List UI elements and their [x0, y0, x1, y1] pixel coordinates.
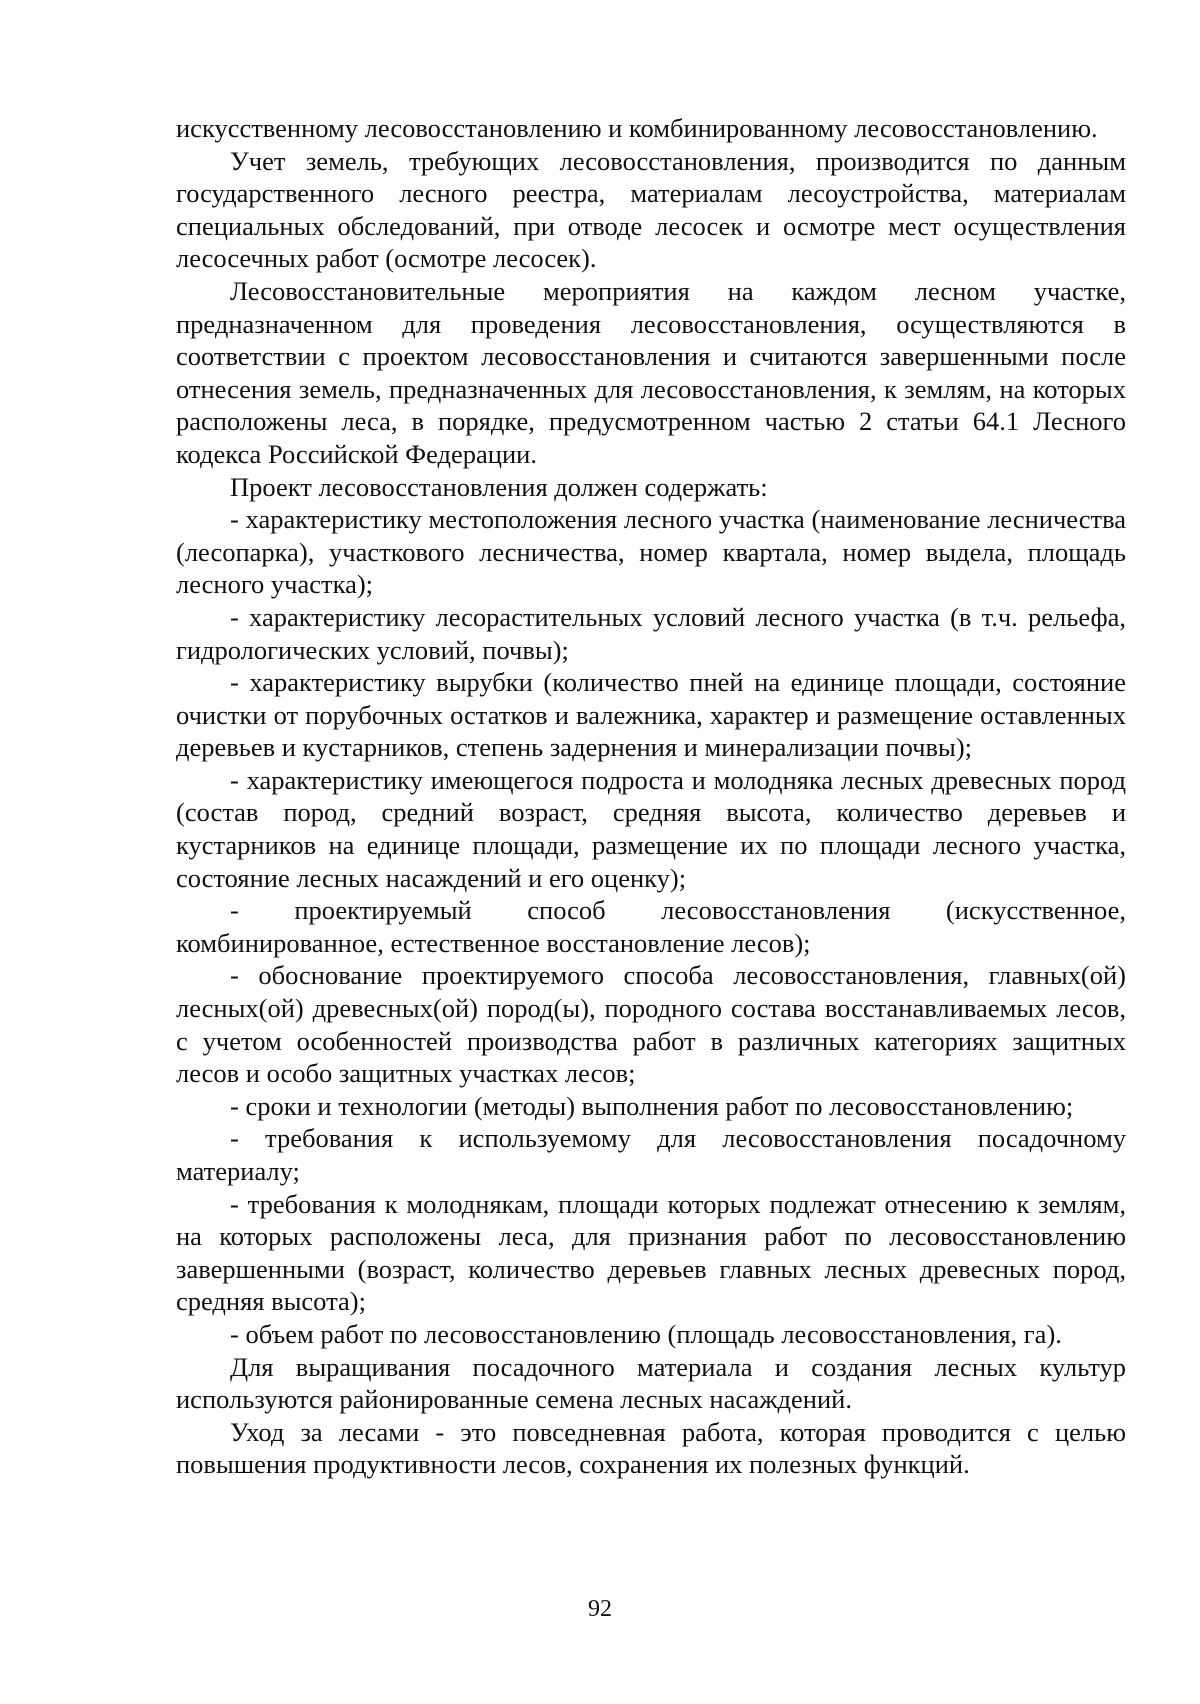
- list-item-timing: - сроки и технологии (методы) выполнения работ по лесовосстановлению;: [230, 1090, 1074, 1121]
- page-number: 92: [588, 1596, 612, 1622]
- list-item-work-volume: - объем работ по лесовосстановлению (площадь лесовосстановления, га).: [230, 1318, 1062, 1349]
- list-item-undergrowth: - характеристику имеющегося подроста и молодняка лесных древесных пород (состав пород, средний возраст, средняя высота, количество деревьев и кустарников на единице площади, размещение их по площади лесного участка, состояние лесных насаждений и его оценку);: [176, 764, 1126, 893]
- paragraph-forest-care: Уход за лесами - это повседневная работа, которая проводится с целью повышения продуктивности лесов, сохранения их полезных функций.: [176, 1416, 1126, 1480]
- paragraph-land-accounting: Учет земель, требующих лесовосстановления, производится по данным государственного лесного реестра, материалам лесоустройства, материалам специальных обследований, при отводе лесосек и осмотре мест осуществления лесосечных работ (осмотре лесосек).: [176, 145, 1126, 274]
- paragraph-continuation: искусственному лесовосстановлению и комбинированному лесовосстановлению.: [176, 113, 1098, 143]
- list-item-justification: - обоснование проектируемого способа лесовосстановления, главных(ой) лесных(ой) древесных(ой) пород(ы), породного состава восстанавливаемых лесов, с учетом особенностей производства работ в различных категориях защитных лесов и особо защитных участках лесов;: [176, 960, 1126, 1089]
- paragraph-reforestation-measures: Лесовосстановительные мероприятия на каждом лесном участке, предназначенном для проведения лесовосстановления, осуществляются в соответствии с проектом лесовосстановления и считаются завершенными после отнесения земель, предназначенных для лесовосстановления, к землям, на которых расположены леса, в порядке, предусмотренном частью 2 статьи 64.1 Лесного кодекса Российской Федерации.: [176, 275, 1126, 469]
- paragraph-project-contents-intro: Проект лесовосстановления должен содержать:: [230, 471, 768, 502]
- list-item-growing-conditions: - характеристику лесорастительных условий лесного участка (в т.ч. рельефа, гидрологических условий, почвы);: [176, 601, 1126, 665]
- list-item-site-location: - характеристику местоположения лесного участка (наименование лесничества (лесопарка), участкового лесничества, номер квартала, номер выдела, площадь лесного участка);: [176, 504, 1126, 600]
- list-item-method: - проектируемый способ лесовосстановления (искусственное, комбинированное, естественное восстановление лесов);: [176, 895, 1126, 958]
- paragraph-seeds: Для выращивания посадочного материала и создания лесных культур используются районированные семена лесных насаждений.: [176, 1351, 1126, 1415]
- list-item-clearing: - характеристику вырубки (количество пней на единице площади, состояние очистки от порубочных остатков и валежника, характер и размещение оставленных деревьев и кустарников, степень задернения и минерализации почвы);: [176, 667, 1126, 763]
- list-item-young-stands: - требования к молоднякам, площади которых подлежат отнесению к землям, на которых расположены леса, для признания работ по лесовосстановлению завершенными (возраст, количество деревьев главных лесных древесных пород, средняя высота);: [176, 1188, 1126, 1317]
- document-body: [176, 112, 1126, 1481]
- list-item-planting-material: - требования к используемому для лесовосстановления посадочному материалу;: [176, 1123, 1126, 1186]
